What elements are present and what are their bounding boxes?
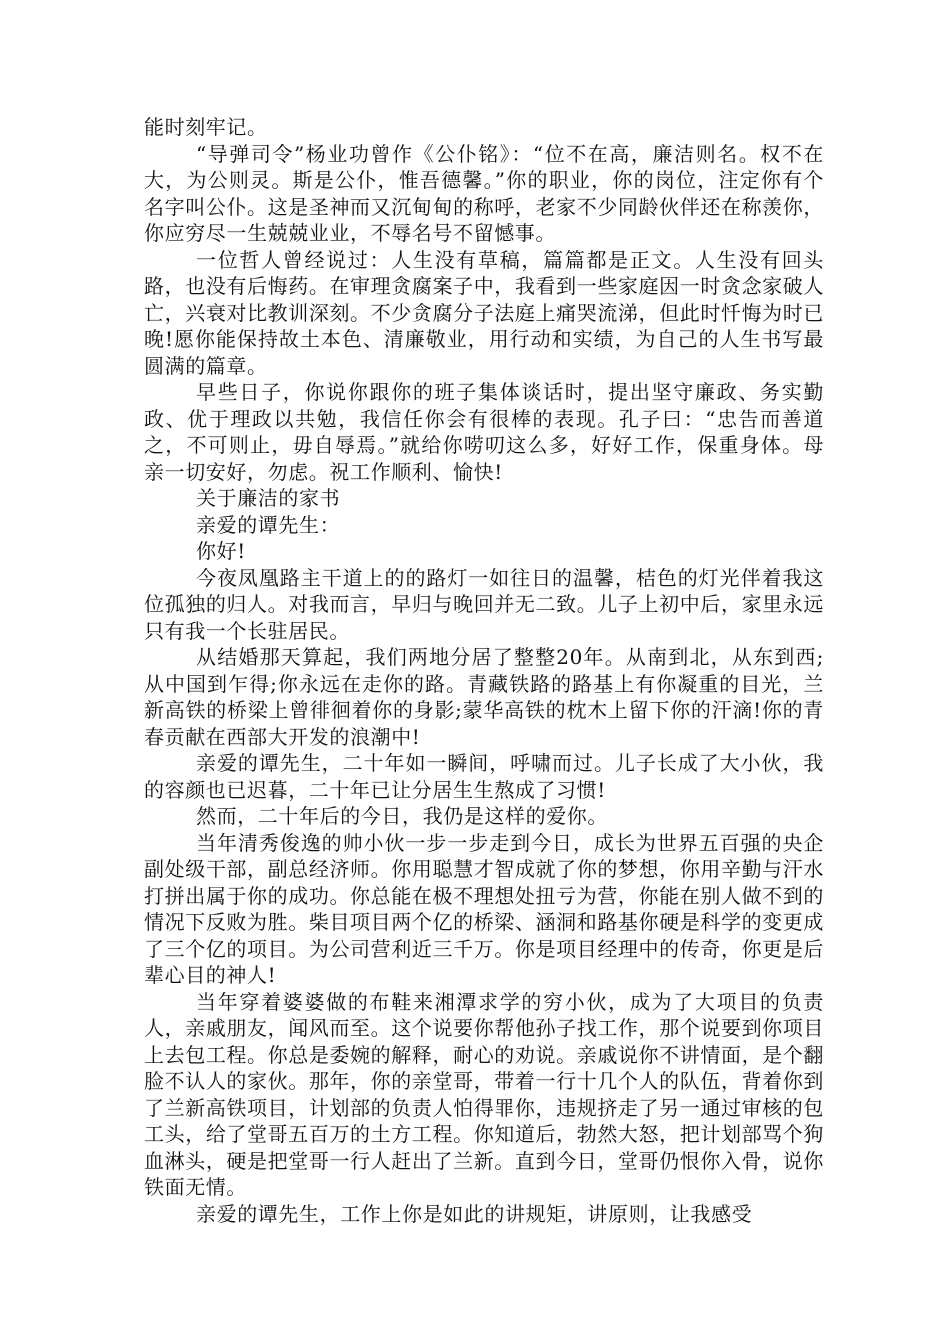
paragraph-gongpu-ming: “导弹司令”杨业功曾作《公仆铭》：“位不在高，廉洁则名。权不在大，为公则灵。斯是公仆，惟吾德馨。”你的职业，你的岗位，注定你有个名字叫公仆。这是圣神而又沉甸甸的称呼，老家不少同龄伙伴还在称羡你，你应穷尽一生兢兢业业，不辱名号不留憾事。 (144, 141, 824, 245)
letter-salutation: 亲爱的谭先生： (196, 512, 341, 537)
paragraph-continuation: 能时刻牢记。 (144, 115, 268, 139)
paragraph-philosopher: 一位哲人曾经说过：人生没有草稿，篇篇都是正文。人生没有回头路，也没有后悔药。在审理贪腐案子中，我看到一些家庭因一时贪念家破人亡，兴衰对比教训深刻。不少贪腐分子法庭上痛哭流涕，但此时忏悔为时已晚!愿你能保持故土本色、清廉敬业，用行动和实绩，为自己的人生书写最圆满的篇章。 (144, 247, 824, 378)
paragraph-career: 当年清秀俊逸的帅小伙一步一步走到今日，成长为世界五百强的央企副处级干部，副总经济师。你用聪慧才智成就了你的梦想，你用辛勤与汗水打拼出属于你的成功。你总能在极不理想处扭亏为营，你能在别人做不到的情况下反败为胜。柴目项目两个亿的桥梁、涵洞和路基你硬是科学的变更成了三个亿的项目。为公司营利近三千万。你是项目经理中的传奇，你更是后辈心目的神人! (144, 830, 824, 987)
paragraph-principles: 亲爱的谭先生，工作上你是如此的讲规矩，讲原则，让我感受 (196, 1201, 753, 1226)
paragraph-still-love: 然而，二十年后的今日，我仍是这样的爱你。 (196, 804, 608, 828)
paragraph-relatives: 当年穿着婆婆做的布鞋来湘潭求学的穷小伙，成为了大项目的负责人，亲戚朋友，闻风而至。这个说要你帮他孙子找工作，那个说要到你项目上去包工程。你总是委婉的解释，耐心的劝说。亲戚说你不讲情面，是个翻脸不认人的家伙。那年，你的亲堂哥，带着一行十几个人的队伍，背着你到了兰新高铁项目，计划部的负责人怕得罪你，违规挤走了另一通过审核的包工头，给了堂哥五百万的土方工程。你知道后，勃然大怒，把计划部骂个狗血淋头，硬是把堂哥一行人赶出了兰新。直到今日，堂哥仍恨你入骨，说你铁面无情。 (144, 989, 824, 1199)
letter-greeting: 你好! (196, 539, 246, 563)
paragraph-closing-advice: 早些日子，你说你跟你的班子集体谈话时，提出坚守廉政、务实勤政、优于理政以共勉，我信任你会有很棒的表现。孔子曰：“忠告而善道之，不可则止，毋自辱焉。”就给你唠叨这么多，好好工作，保重身体。母亲一切安好，勿虑。祝工作顺利、愉快! (144, 380, 824, 484)
letter-title: 关于廉洁的家书 (196, 486, 341, 510)
paragraph-fenghuang-road: 今夜凤凰路主干道上的的路灯一如往日的温馨，桔色的灯光伴着我这位孤独的归人。对我而言，早归与晚回并无二致。儿子上初中后，家里永远只有我一个长驻居民。 (144, 565, 824, 643)
document-body (144, 114, 824, 1227)
paragraph-twenty-years: 从结婚那天算起，我们两地分居了整整20年。从南到北，从东到西;从中国到乍得;你永远在走你的路。青藏铁路的路基上有你凝重的目光，兰新高铁的桥梁上曾徘徊着你的身影;蒙华高铁的枕木上留下你的汗滴!你的青春贡献在西部大开发的浪潮中! (144, 645, 824, 749)
paragraph-moment: 亲爱的谭先生，二十年如一瞬间，呼啸而过。儿子长成了大小伙，我的容颜也已迟暮，二十年已让分居生生熬成了习惯! (144, 751, 824, 802)
